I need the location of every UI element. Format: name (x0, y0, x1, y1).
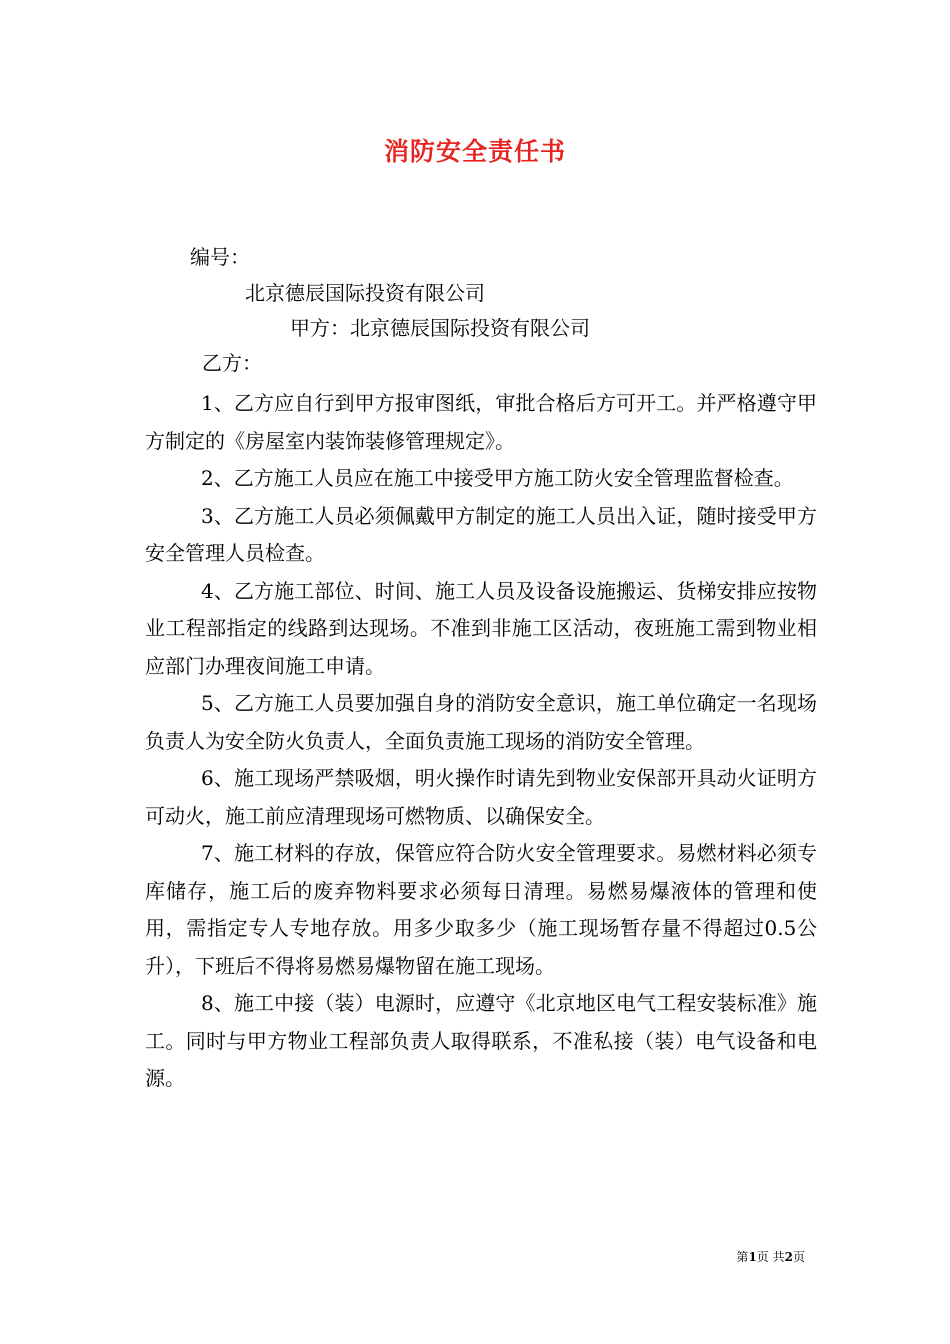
page-number-prefix: 第 (736, 1250, 749, 1264)
number-label: 编号： (190, 245, 250, 269)
clause-item: 5、乙方施工人员要加强自身的消防安全意识，施工单位确定一名现场负责人为安全防火负责人，全面负责施工现场的消防安全管理。 (145, 691, 817, 753)
clause-list (145, 385, 817, 1098)
clause-item: 2、乙方施工人员应在施工中接受甲方施工防火安全管理监督检查。 (201, 466, 794, 490)
clause-item: 4、乙方施工部位、时间、施工人员及设备设施搬运、货梯安排应按物业工程部指定的线路到达现场。不准到非施工区活动，夜班施工需到物业相应部门办理夜间施工申请。 (145, 578, 817, 678)
page-number-total: 2 (784, 1250, 793, 1264)
document-title: 消防安全责任书 (383, 137, 566, 166)
page-number (736, 1248, 805, 1265)
page-number-middle: 页 共 (756, 1250, 785, 1264)
page-number-current: 1 (748, 1250, 757, 1264)
clause-item: 7、施工材料的存放，保管应符合防火安全管理要求。易燃材料必须专库储存，施工后的废弃物料要求必须每日清理。易燃易爆液体的管理和使用，需指定专人专地存放。用多少取多少（施工现场暂存量不得超过0.5公升），下班后不得将易燃易爆物留在施工现场。 (145, 841, 817, 978)
clause-item: 1、乙方应自行到甲方报审图纸，审批合格后方可开工。并严格遵守甲方制定的《房屋室内装饰装修管理规定》。 (145, 391, 817, 453)
page-number-suffix: 页 (792, 1250, 805, 1264)
clause-item: 3、乙方施工人员必须佩戴甲方制定的施工人员出入证，随时接受甲方安全管理人员检查。 (145, 503, 817, 565)
clause-item: 8、施工中接（装）电源时，应遵守《北京地区电气工程安装标准》施工。同时与甲方物业工程部负责人取得联系，不准私接（装）电气设备和电源。 (145, 991, 817, 1090)
party-b-line: 乙方： (202, 351, 262, 375)
party-a-line: 甲方：北京德辰国际投资有限公司 (290, 316, 590, 340)
company-line: 北京德辰国际投资有限公司 (245, 281, 485, 305)
clause-item: 6、施工现场严禁吸烟，明火操作时请先到物业安保部开具动火证明方可动火，施工前应清理现场可燃物质、以确保安全。 (145, 766, 817, 828)
